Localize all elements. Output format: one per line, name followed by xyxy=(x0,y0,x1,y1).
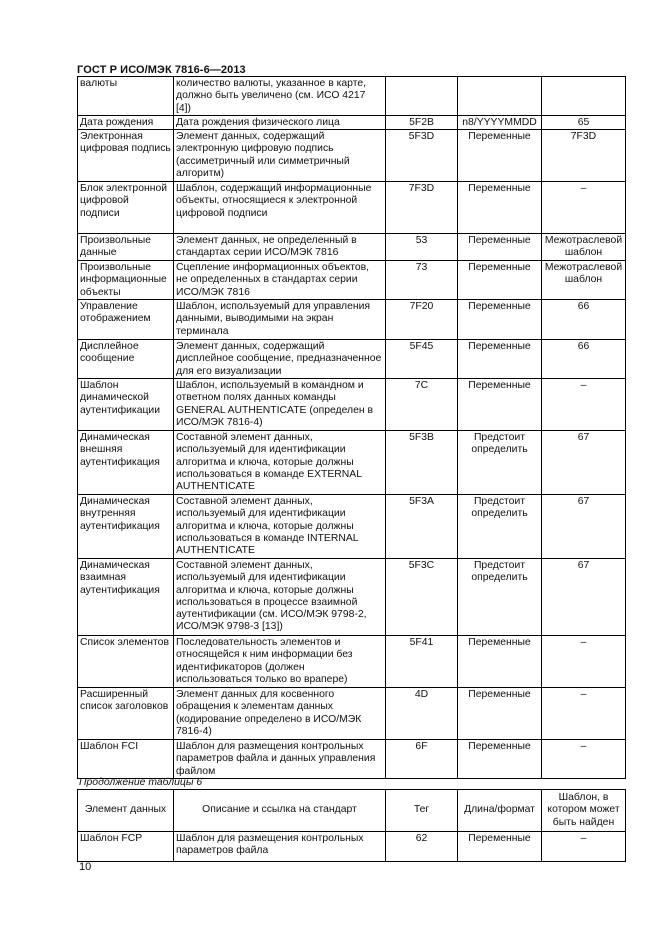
cell-data-element: Дата рождения xyxy=(78,115,174,129)
header-data-element: Элемент данных xyxy=(78,790,174,832)
cell-description: Шаблон, содержащий информационные объекты, относящиеся к электронной цифровой подписи xyxy=(174,182,386,234)
cell-data-element: Электронная цифровая подпись xyxy=(78,130,174,182)
cell-length-format: Переменные xyxy=(458,739,542,778)
cell-tag xyxy=(386,77,458,116)
cell-description: Элемент данных, содержащий электронную цифровую подпись (ассиметричный или симметричный алгоритм) xyxy=(174,130,386,182)
cell-length-format: Предстоит определить xyxy=(458,494,542,558)
table-row xyxy=(78,182,626,234)
cell-template: Межотраслевой шаблон xyxy=(542,261,626,300)
cell-description: Дата рождения физического лица xyxy=(174,115,386,129)
header-length-format: Длина/формат xyxy=(458,790,542,832)
table-row xyxy=(78,261,626,300)
cell-tag: 7F3D xyxy=(386,182,458,234)
cell-description: Шаблон для размещения контрольных параметров файла и данных управления файлом xyxy=(174,739,386,778)
cell-length-format: Переменные xyxy=(458,182,542,234)
cell-data-element: Шаблон FCI xyxy=(78,739,174,778)
table-row xyxy=(78,300,626,340)
table-row xyxy=(78,378,626,430)
table-row xyxy=(78,494,626,558)
cell-tag: 62 xyxy=(386,831,458,861)
cell-description: Элемент данных, не определенный в стандартах серии ИСО/МЭК 7816 xyxy=(174,234,386,261)
cell-data-element: Произвольные данные xyxy=(78,234,174,261)
cell-tag: 5F3A xyxy=(386,494,458,558)
table-row xyxy=(78,130,626,182)
table-row xyxy=(78,115,626,129)
cell-template: 66 xyxy=(542,340,626,379)
table-row xyxy=(78,340,626,379)
cell-length-format: Переменные xyxy=(458,234,542,261)
continuation-note: Продолжение таблицы 6 xyxy=(79,777,203,788)
cell-template: – xyxy=(542,739,626,778)
cell-length-format: Переменные xyxy=(458,831,542,861)
table-row xyxy=(78,234,626,261)
table-row xyxy=(78,635,626,687)
cell-length-format: Переменные xyxy=(458,635,542,687)
continuation-table xyxy=(77,789,626,862)
cell-tag: 73 xyxy=(386,261,458,300)
data-elements-table xyxy=(77,76,626,779)
cell-tag: 6F xyxy=(386,739,458,778)
table-row xyxy=(78,430,626,494)
cell-length-format: Переменные xyxy=(458,130,542,182)
cell-template: – xyxy=(542,378,626,430)
cell-data-element: Блок электронной цифровой подписи xyxy=(78,182,174,234)
cell-description: Шаблон, используемый в командном и ответном полях данных команды GENERAL AUTHENTICATE (определен в ИСО/МЭК 7816-4) xyxy=(174,378,386,430)
cell-description: Элемент данных, содержащий дисплейное сообщение, предназначенное для его визуализации xyxy=(174,340,386,379)
cell-description: Сцепление информационных объектов, не определенных в стандартах серии ИСО/МЭК 7816 xyxy=(174,261,386,300)
cell-template: – xyxy=(542,635,626,687)
cell-data-element: Список элементов xyxy=(78,635,174,687)
table-row xyxy=(78,77,626,116)
table-row xyxy=(78,739,626,778)
cell-data-element: Динамическая взаимная аутентификация xyxy=(78,558,174,635)
cell-data-element: Динамическая внешняя аутентификация xyxy=(78,430,174,494)
cell-data-element: Дисплейное сообщение xyxy=(78,340,174,379)
cell-template: 7F3D xyxy=(542,130,626,182)
cell-tag: 7C xyxy=(386,378,458,430)
page-number: 10 xyxy=(79,861,92,873)
cell-description: Составной элемент данных, используемый для идентификации алгоритма и ключа, которые должны использоваться в команде EXTERNAL AUTHENTICATE xyxy=(174,430,386,494)
cell-length-format: Предстоит определить xyxy=(458,558,542,635)
cell-tag: 53 xyxy=(386,234,458,261)
cell-length-format: Переменные xyxy=(458,261,542,300)
cell-tag: 5F41 xyxy=(386,635,458,687)
cell-length-format xyxy=(458,77,542,116)
cell-template: – xyxy=(542,182,626,234)
header-tag: Тег xyxy=(386,790,458,832)
cell-template: Межотраслевой шаблон xyxy=(542,234,626,261)
cell-template: 65 xyxy=(542,115,626,129)
cell-data-element: Произвольные информационные объекты xyxy=(78,261,174,300)
cell-data-element: Расширенный список заголовков xyxy=(78,687,174,739)
header-template: Шаблон, в котором может быть найден xyxy=(542,790,626,832)
cell-length-format: n8/YYYYMMDD xyxy=(458,115,542,129)
cell-tag: 5F3D xyxy=(386,130,458,182)
table-row xyxy=(78,558,626,635)
table-row xyxy=(78,831,626,861)
cell-template: 67 xyxy=(542,558,626,635)
table-header-row xyxy=(78,790,626,832)
cell-description: Элемент данных для косвенного обращения к элементам данных (кодирование определено в ИСО/МЭК 7816-4) xyxy=(174,687,386,739)
header-description: Описание и ссылка на стандарт xyxy=(174,790,386,832)
cell-template: – xyxy=(542,831,626,861)
cell-description: Шаблон, используемый для управления данными, выводимыми на экран терминала xyxy=(174,300,386,340)
cell-data-element: валюты xyxy=(78,77,174,116)
cell-length-format: Переменные xyxy=(458,340,542,379)
cell-description: количество валюты, указанное в карте, должно быть увеличено (см. ИСО 4217 [4]) xyxy=(174,77,386,116)
cell-tag: 5F45 xyxy=(386,340,458,379)
cell-description: Составной элемент данных, используемый для идентификации алгоритма и ключа, которые должны использоваться в процессе взаимной аутентификации (см. ИСО/МЭК 9798-2, ИСО/МЭК 9798-3 [13]) xyxy=(174,558,386,635)
cell-tag: 5F2B xyxy=(386,115,458,129)
cell-data-element: Динамическая внутренняя аутентификация xyxy=(78,494,174,558)
cell-tag: 5F3C xyxy=(386,558,458,635)
cell-tag: 4D xyxy=(386,687,458,739)
cell-length-format: Переменные xyxy=(458,300,542,340)
document-header: ГОСТ Р ИСО/МЭК 7816-6—2013 xyxy=(77,64,246,76)
cell-data-element: Управление отображением xyxy=(78,300,174,340)
cell-description: Последовательность элементов и относящейся к ним информации без идентификаторов (должен использоваться только во врапере) xyxy=(174,635,386,687)
cell-data-element: Шаблон FCP xyxy=(78,831,174,861)
cell-template: 67 xyxy=(542,430,626,494)
cell-data-element: Шаблон динамической аутентификации xyxy=(78,378,174,430)
cell-length-format: Предстоит определить xyxy=(458,430,542,494)
table-row xyxy=(78,687,626,739)
cell-length-format: Переменные xyxy=(458,378,542,430)
cell-template: 67 xyxy=(542,494,626,558)
cell-template: – xyxy=(542,687,626,739)
cell-length-format: Переменные xyxy=(458,687,542,739)
cell-tag: 7F20 xyxy=(386,300,458,340)
cell-description: Составной элемент данных, используемый для идентификации алгоритма и ключа, которые должны использоваться в команде INTERNAL AUTHENTICATE xyxy=(174,494,386,558)
cell-description: Шаблон для размещения контрольных параметров файла xyxy=(174,831,386,861)
cell-tag: 5F3B xyxy=(386,430,458,494)
cell-template xyxy=(542,77,626,116)
cell-template: 66 xyxy=(542,300,626,340)
